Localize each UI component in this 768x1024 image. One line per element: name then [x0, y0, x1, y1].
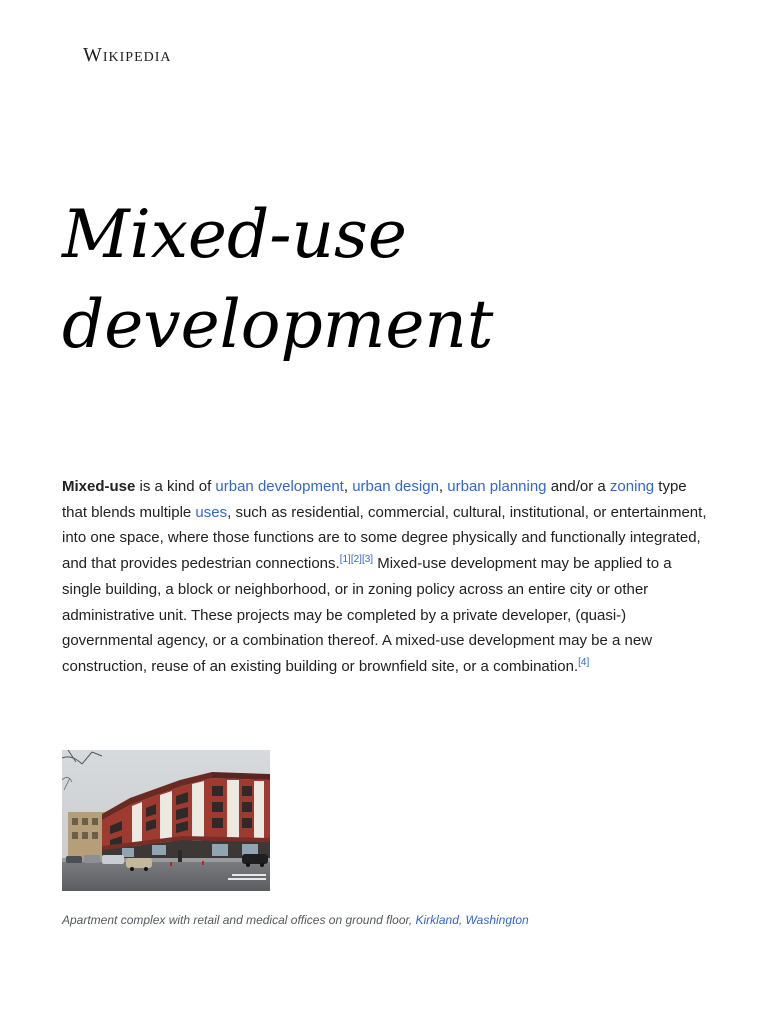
apartment-building-photo	[62, 750, 270, 891]
lead-text: ,	[343, 478, 353, 495]
link-zoning[interactable]: zoning	[609, 478, 655, 495]
reference-3[interactable]: [3]	[361, 554, 374, 566]
lead-paragraph	[62, 474, 707, 680]
lead-text: , such as residential, commercial, cultural, institutional, or entertainment, into one space, where those functions are to some degree physically and functionally integrated, and that provides pedestrian connections.	[62, 503, 707, 573]
article-image[interactable]	[62, 750, 270, 891]
reference-2[interactable]: [2]	[350, 554, 362, 566]
link-urban-development[interactable]: urban development	[215, 478, 344, 495]
link-urban-design[interactable]: urban design	[352, 478, 439, 495]
reference-superscripts	[340, 554, 373, 565]
title-line-1: Mixed-use	[62, 196, 407, 273]
image-caption	[62, 913, 722, 927]
lead-text: type that blends multiple	[62, 478, 687, 521]
lead-text: is a kind of	[135, 478, 216, 495]
lead-text: Mixed-use development may be applied to a single building, a block or neighborhood, or in zoning policy across an entire city or other administrative unit. These projects may be completed by a private developer, (quasi-) governmental agency, or a combination thereof. A mixed-use development may be a new construction, reuse of an existing building or brownfield site, or a combination.	[62, 555, 672, 675]
reference-superscripts	[578, 657, 589, 668]
reference-4[interactable]: [4]	[578, 656, 590, 668]
title-line-2: development	[62, 286, 494, 363]
link-kirkland-washington[interactable]: Kirkland, Washington	[415, 913, 529, 927]
caption-text: Apartment complex with retail and medical offices on ground floor,	[62, 913, 416, 927]
page-title	[62, 190, 702, 370]
link-uses[interactable]: uses	[195, 503, 228, 521]
lead-term: Mixed-use	[62, 478, 136, 495]
lead-text: and/or a	[546, 478, 610, 495]
link-urban-planning[interactable]: urban planning	[447, 478, 547, 495]
reference-1[interactable]: [1]	[339, 554, 351, 566]
wikipedia-wordmark[interactable]: Wikipedia	[83, 44, 172, 66]
lead-text: ,	[438, 478, 448, 495]
